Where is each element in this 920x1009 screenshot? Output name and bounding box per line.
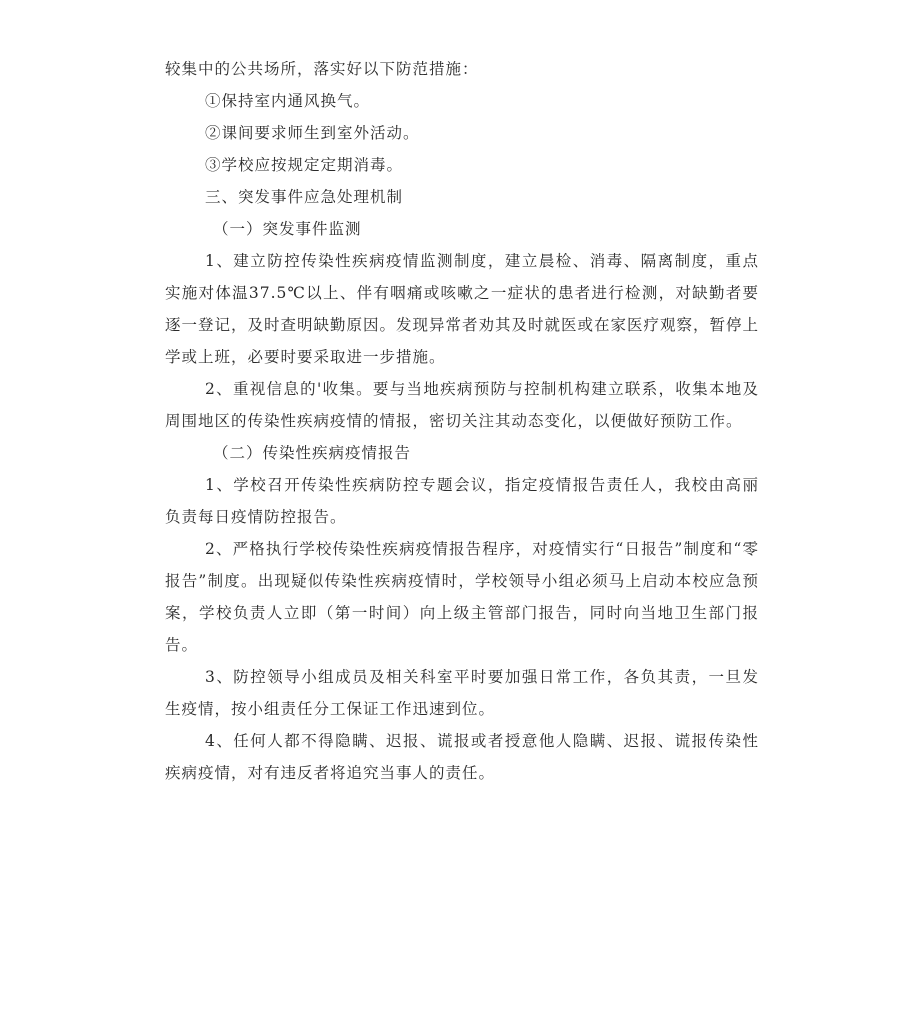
paragraph-continuation: 较集中的公共场所，落实好以下防范措施： (165, 60, 479, 78)
paragraph-reporting-procedure: 2、严格执行学校传染性疾病疫情报告程序，对疫情实行“日报告”制度和“零报告”制度。出现疑似传染性疾病疫情时，学校领导小组必须马上启动本校应急预案，学校负责人立即（第一时间）向上级主管部门报告，同时向当地卫生部门报告。 (165, 540, 759, 654)
paragraph-monitoring-system: 1、建立防控传染性疾病疫情监测制度，建立晨检、消毒、隔离制度，重点实施对体温37.5℃以上、伴有咽痛或咳嗽之一症状的患者进行检测，对缺勤者要逐一登记，及时查明缺勤原因。发现异常者劝其及时就医或在家医疗观察，暂停上学或上班，必要时要采取进一步措施。 (165, 252, 760, 366)
measure-item-outdoor-activity: ②课间要求师生到室外活动。 (205, 124, 420, 142)
paragraph-leadership-duties: 3、防控领导小组成员及相关科室平时要加强日常工作，各负其责，一旦发生疫情，按小组责任分工保证工作迅速到位。 (165, 668, 759, 718)
section-heading-emergency-mechanism: 三、突发事件应急处理机制 (205, 188, 404, 206)
measure-item-disinfection: ③学校应按规定定期消毒。 (205, 156, 404, 174)
paragraph-information-collection: 2、重视信息的'收集。要与当地疾病预防与控制机构建立联系，收集本地及周围地区的传染性疾病疫情的情报，密切关注其动态变化，以便做好预防工作。 (165, 380, 759, 430)
paragraph-reporting-meeting: 1、学校召开传染性疾病防控专题会议，指定疫情报告责任人，我校由高丽负责每日疫情防控报告。 (165, 476, 759, 526)
paragraph-no-concealment: 4、任何人都不得隐瞒、迟报、谎报或者授意他人隐瞒、迟报、谎报传染性疾病疫情，对有违反者将追究当事人的责任。 (165, 732, 759, 782)
subsection-heading-monitoring: （一）突发事件监测 (213, 220, 362, 238)
subsection-heading-reporting: （二）传染性疾病疫情报告 (213, 444, 412, 462)
document-body (165, 53, 759, 789)
measure-item-ventilation: ①保持室内通风换气。 (205, 92, 371, 110)
